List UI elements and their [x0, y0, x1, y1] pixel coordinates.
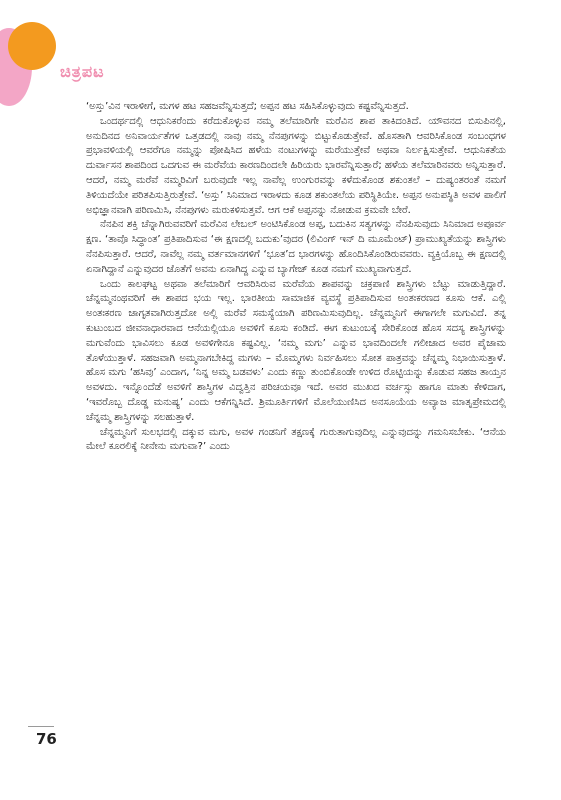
paragraph-4: ಒಂದು ಕಾಲಘಟ್ಟ ಅಥವಾ ತಲೆಮಾರಿಗೆ ಆವರಿಸಿರುವ ಮರೆವೆಯ ಶಾಪವನ್ನು ಚಕ್ರಪಾಣಿ ಶಾಸ್ತ್ರಿಗಳು ಬೆಟ್ಟು ಮಾಡುತ್ತಿದ್ದಾರೆ. ಚೆನ್ನಮ್ಮನಂಥವರಿಗೆ ಈ ಶಾಪದ ಭಯ ಇಲ್ಲ. ಭಾರತೀಯ ಸಾಮಾಜಿಕ ವ್ಯವಸ್ಥೆ ಪ್ರತಿಪಾದಿಸುವ ಅಂತಃಕರಣದ ಕೂಸು ಆಕೆ. ಎಲ್ಲಿ ಅಂತಃಕರಣ ಜಾಗೃತವಾಗಿರುತ್ತದೋ ಅಲ್ಲಿ ಮರೆವೆ ಸಮಸ್ಯೆಯಾಗಿ ಪರಿಣಮಿಸುವುದಿಲ್ಲ. ಚೆನ್ನಮ್ಮನಿಗೆ ಈಗಾಗಲೇ ಮಗುವಿದೆ. ತನ್ನ ಕುಟುಂಬದ ಜೀವನಾಧಾರವಾದ ಆನೆಯಲ್ಲಿಯೂ ಅವಳಿಗೆ ಕೂಸು ಕಂಡಿದೆ. ಈಗ ಕುಟುಂಬಕ್ಕೆ ಸೇರಿಕೊಂಡ ಹೊಸ ಸದಸ್ಯ ಶಾಸ್ತ್ರಿಗಳನ್ನು ಮಗುವೆಂದು ಭಾವಿಸಲು ಕೂಡ ಅವಳಿಗೇನೂ ಕಷ್ಟವಿಲ್ಲ. ‘ನಮ್ಮ ಮಗು’ ಎನ್ನುವ ಭಾವದಿಂದಲೇ ಗಲೀಜಾದ ಅವರ ಪೈಜಾಮ ತೊಳೆಯುತ್ತಾಳೆ. ಸಹಜವಾಗಿ ಅಮ್ಮನಾಗಬೇಕಿದ್ದ ಮಗಳು – ಮೊಮ್ಮಗಳು ನಿರ್ವಹಿಸಲು ಸೋತ ಪಾತ್ರವನ್ನು ಚೆನ್ನಮ್ಮ ನಿಭಾಯಿಸುತ್ತಾಳೆ. ಹೊಸ ಮಗು ‘ಹಸಿವು’ ಎಂದಾಗ, ‘ನಿನ್ನ ಅಮ್ಮ ಬಡವಳು’ ಎಂದು ಕಣ್ಣು ತುಂಬಿಕೊಂಡೇ ಉಳಿದ ರೊಟ್ಟಿಯನ್ನು ಕೊಡುವ ಸಹಜ ತಾಯ್ತನ ಅವಳದು. ಇನ್ನೊಂದೆಡೆ ಅವಳಿಗೆ ಶಾಸ್ತ್ರಿಗಳ ವಿದ್ವತ್ತಿನ ಪರಿಚಯವೂ ಇದೆ. ಅವರ ಮುಖದ ವರ್ಚಸ್ಸು ಹಾಗೂ ಮಾತು ಕೇಳಿದಾಗ, ‘ಇವರೊಬ್ಬ ದೊಡ್ಡ ಮನುಷ್ಯ’ ಎಂದು ಆಕೆಗನ್ನಿಸಿದೆ. ಶ್ರಿಮೂರ್ತಿಗಳಿಗೆ ಮೊಲೆಯುಣಿಸಿದ ಅನಸೂಯೆಯ ಅವ್ಯಾಜ ಮಾತೃಪ್ರೇಮದಲ್ಲಿ ಚೆನ್ನಮ್ಮ ಶಾಸ್ತ್ರಿಗಳನ್ನು ಸಲಹುತ್ತಾಳೆ. [86, 278, 506, 423]
paragraph-2: ಒಂದರ್ಥದಲ್ಲಿ ಆಧುನಿಕರೆಂದು ಕರೆದುಕೊಳ್ಳುವ ನಮ್ಮ ತಲೆಮಾರಿಗೇ ಮರೆವಿನ ಶಾಪ ತಾಕಿದಂತಿದೆ. ಯೌವನದ ಬಿಸುಪಿನಲ್ಲಿ, ಅನುದಿನದ ಅನಿವಾರ್ಯತೆಗಳ ಒತ್ತಡದಲ್ಲಿ ನಾವು ನಮ್ಮ ನೆನಪುಗಳನ್ನು ಬಿಟ್ಟುಕೊಡುತ್ತೇವೆ. ಹೊಸತಾಗಿ ಆವರಿಸಿಕೊಂಡ ಸಂಬಂಧಗಳ ಪ್ರಭಾವಳಿಯಲ್ಲಿ ಆವರೆಗೂ ನಮ್ಮನ್ನು ಪೋಷಿಸಿದ ಹಳೆಯ ನಂಟುಗಳನ್ನು ಮರೆಯುತ್ತೇವೆ ಅಥವಾ ನಿರ್ಲಕ್ಷಿಸುತ್ತೇವೆ. ಆಧುನಿಕತೆಯ ದುರ್ವಾಸನ ಶಾಪದಿಂದ ಒದಗುವ ಈ ಮರೆವೆಯ ಕಾರಣದಿಂದಲೇ ಹಿರಿಯರು ಭಾರವೆನ್ನಿಸುತ್ತಾರೆ; ಹಳೆಯ ತಲೆಮಾರಿನವರು ಅನ್ನಿಸುತ್ತಾರೆ. ಆದರೆ, ನಮ್ಮ ಮರೆವೆ ನಮ್ಮರಿವಿಗೆ ಬರುವುದೇ ಇಲ್ಲ ನಾವೆಲ್ಲ ಉಂಗುರವನ್ನು ಕಳೆದುಕೊಂಡ ಶಕುಂತಲೆ – ದುಷ್ಯಂತರಂತೆ ನಮಗೆ ತಿಳಿಯದೆಯೇ ಪರಿತಪಿಸುತ್ತಿರುತ್ತೇವೆ. ‘ಅಸ್ತು’ ಸಿನಿಮಾದ ಇರಾಳದು ಕೂಡ ಶಕುಂತಲೆಯ ಪರಿಸ್ಥಿತಿಯೇ. ಅಪ್ಪನ ಅನುಪಸ್ಥಿತಿ ಅವಳ ಪಾಲಿಗೆ ಅಭಿಜ್ಞಾನವಾಗಿ ಪರಿಣಮಿಸಿ, ನೆನಪುಗಳು ಮರುಕಳಿಸುತ್ತವೆ. ಆಗ ಆಕೆ ಅಪ್ಪನನ್ನು ನೋಡುವ ಕ್ರಮವೇ ಬೇರೆ. [86, 115, 506, 216]
paragraph-1: ‘ಅಸ್ತು’ವಿನ ಇರಾಳೀಗೆ, ಮಗಳ ಹಟ ಸಹಜವೆನ್ನಿಸುತ್ತದೆ; ಅಪ್ಪನ ಹಟ ಸಹಿಸಿಕೊಳ್ಳುವುದು ಕಷ್ಟವೆನ್ನಿಸುತ್ತದೆ. [86, 101, 409, 112]
page-number-rule [28, 726, 54, 727]
paragraph-5: ಚೆನ್ನಮ್ಮನಿಗೆ ಸುಲಭದಲ್ಲಿ ದಕ್ಕುವ ಮಗು, ಅವಳ ಗಂಡನಿಗೆ ತಕ್ಷಣಕ್ಕೆ ಗುರುತಾಗುವುದಿಲ್ಲ ಎನ್ನುವುದನ್ನು ಗಮನಿಸಬೇಕು. ‘ಆನೆಯ ಮೇಲೆ ಕೂರಲಿಕ್ಕೆ ನೀನೇನು ಮಗುವಾ?’ ಎಂದು [86, 426, 506, 453]
orange-decorative-circle [8, 22, 56, 70]
article-body [86, 100, 506, 455]
paragraph-3: ನೆನಪಿನ ಶಕ್ತಿ ಚೆನ್ನಾಗಿರುವವರಿಗೆ ಮರೆವಿನ ಲೇಬಲ್ ಅಂಟಿಸಿಕೊಂಡ ಅಪ್ಪ, ಬದುಕಿನ ಸತ್ಯಗಳನ್ನು ನೆನಪಿಸುವುದು ಸಿನಿಮಾದ ಅಪೂರ್ವ ಕ್ಷಣ. ‘ತಾವೊ ಸಿದ್ಧಾಂತ’ ಪ್ರತಿಪಾದಿಸುವ ‘ಈ ಕ್ಷಣದಲ್ಲಿ ಬದುಕು’ವುದರ (ಲಿವಿಂಗ್ ಇನ್ ದಿ ಮೂಮೆಂಟ್) ಪ್ರಾಮುಖ್ಯತೆಯನ್ನು ಶಾಸ್ತ್ರಿಗಳು ನೆನಪಿಸುತ್ತಾರೆ. ಆದರೆ, ನಾವೆಲ್ಲ ನಮ್ಮ ವರ್ತಮಾನಗಳಿಗೆ ‘ಭೂತ’ದ ಭಾರಗಳನ್ನು ಹೊಂದಿಸಿಕೊಂಡಿರುವವರು. ವ್ಯಕ್ತಿಯೊಬ್ಬ ಈ ಕ್ಷಣದಲ್ಲಿ ಏನಾಗಿದ್ದಾನೆ ಎನ್ನುವುದರ ಜೊತೆಗೆ ಅವನು ಏನಾಗಿದ್ದ ಎನ್ನುವ ಬ್ಯಾಗೇಜ್ ಕೂಡ ನಮಗೆ ಮುಖ್ಯವಾಗುತ್ತದೆ. [86, 219, 506, 275]
page-number: 76 [36, 730, 57, 748]
section-title: ಚಿತ್ರಪಟ [60, 62, 105, 81]
